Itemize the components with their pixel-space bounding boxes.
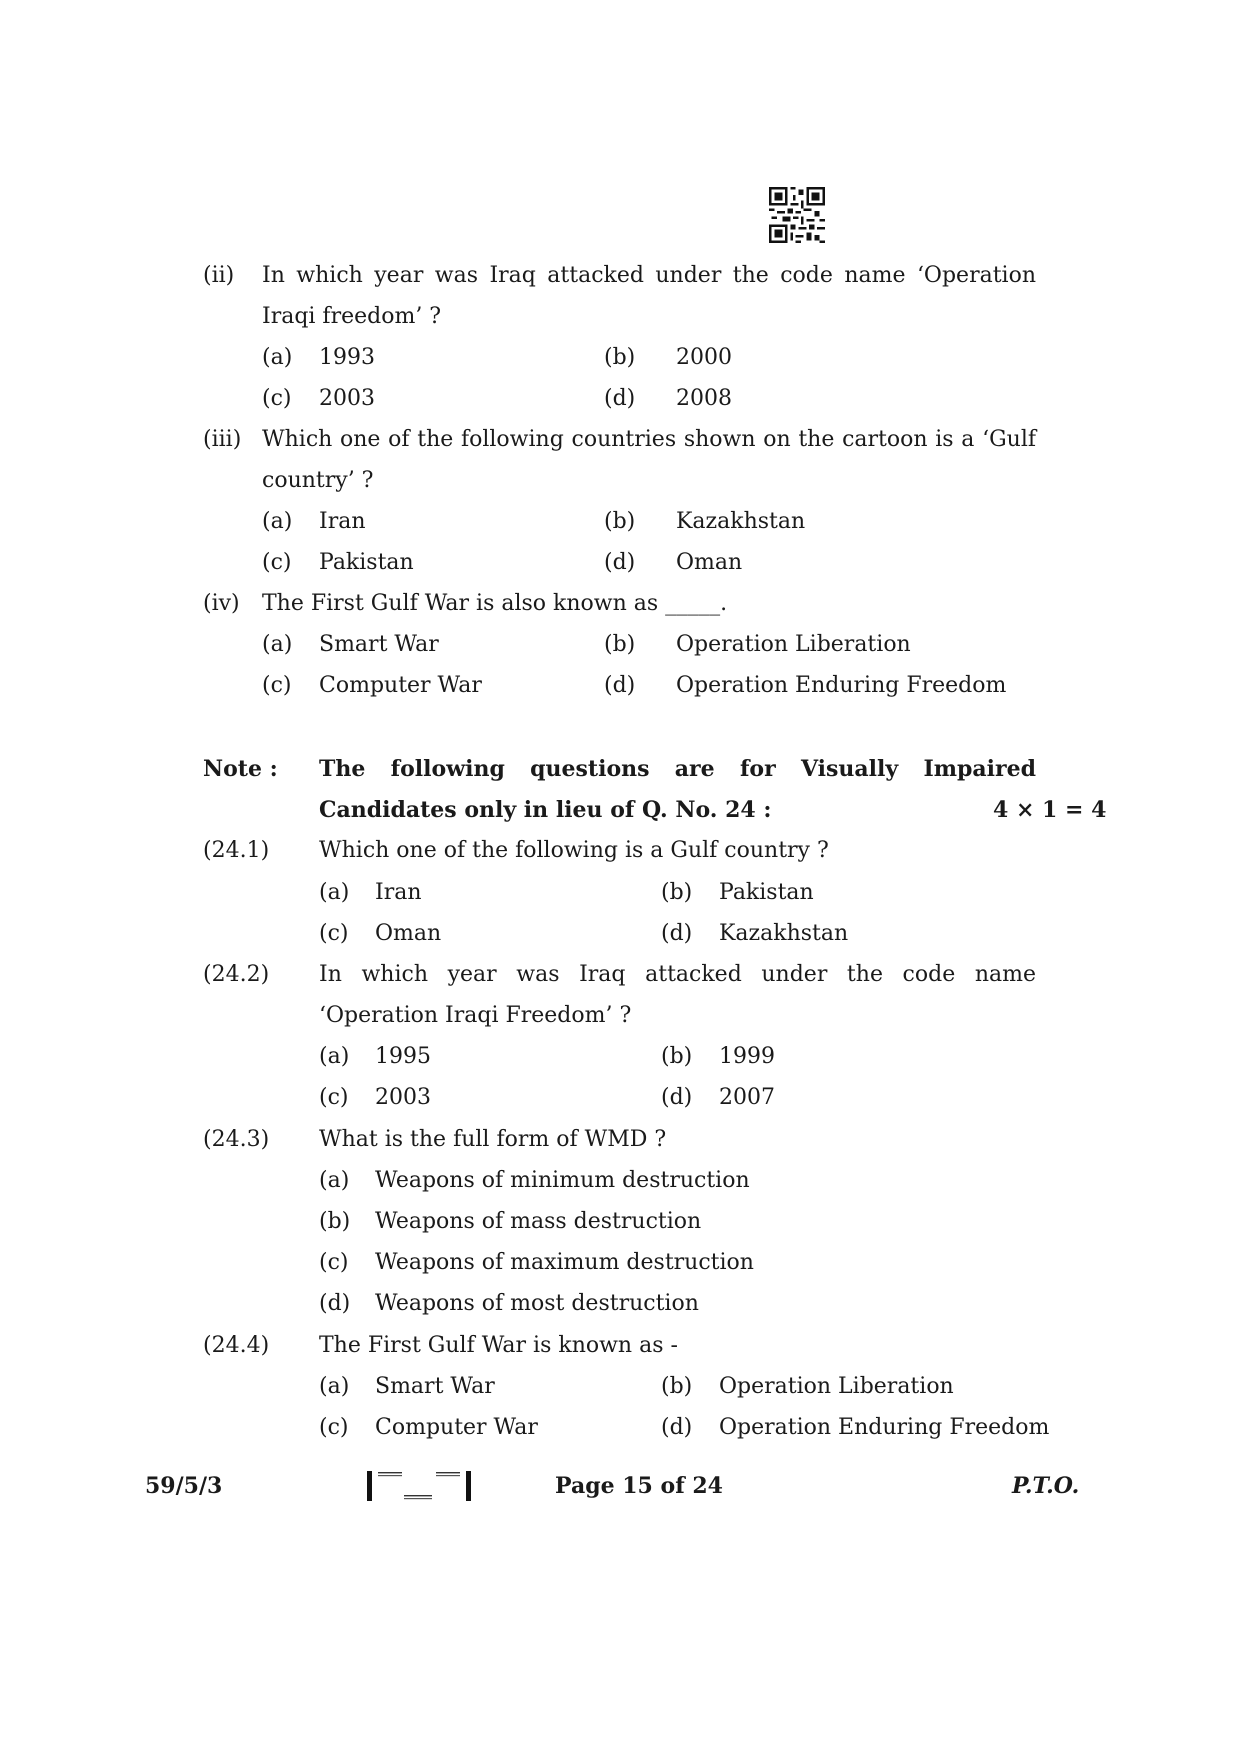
option-text: Weapons of minimum destruction [375, 1168, 750, 1193]
question-number: (iii) [203, 427, 242, 452]
option-key: (b) [661, 880, 693, 905]
option-key: (d) [661, 1415, 693, 1440]
option-key: (b) [604, 345, 636, 370]
question-text: The First Gulf War is known as - [319, 1333, 678, 1358]
question-text: Iraqi freedom’ ? [262, 304, 442, 329]
option-key: (c) [319, 1085, 349, 1110]
option-key: (a) [262, 632, 293, 657]
question-text: What is the full form of WMD ? [319, 1127, 667, 1152]
question-text: In which year was Iraq attacked under the code name ‘Operation [262, 263, 1036, 288]
option-key: (b) [661, 1044, 693, 1069]
option-text: Operation Enduring Freedom [676, 673, 1007, 698]
option-text: Oman [375, 921, 442, 946]
option-text: 1999 [719, 1044, 775, 1069]
option-text: Weapons of maximum destruction [375, 1250, 754, 1275]
option-text: 2003 [375, 1085, 431, 1110]
option-text: 1995 [375, 1044, 431, 1069]
option-text: Pakistan [719, 880, 814, 905]
option-text: Oman [676, 550, 743, 575]
question-text: In which year was Iraq attacked under the code name [319, 962, 1036, 987]
option-key: (d) [604, 550, 636, 575]
option-text: Weapons of most destruction [375, 1291, 699, 1316]
question-number: (24.4) [203, 1333, 270, 1358]
marks: 4 × 1 = 4 [993, 797, 1107, 823]
option-key: (a) [319, 1374, 350, 1399]
option-key: (d) [319, 1291, 351, 1316]
page-number: Page 15 of 24 [555, 1473, 723, 1499]
option-key: (d) [604, 386, 636, 411]
option-text: Kazakhstan [676, 509, 806, 534]
note-text: The following questions are for Visually Impaired [319, 756, 1036, 782]
question-number: (24.3) [203, 1127, 270, 1152]
barcode-icon [366, 1470, 472, 1502]
option-text: 2003 [319, 386, 375, 411]
option-key: (b) [604, 509, 636, 534]
option-key: (c) [262, 550, 292, 575]
question-text: ‘Operation Iraqi Freedom’ ? [319, 1003, 632, 1028]
option-key: (a) [262, 345, 293, 370]
option-text: Smart War [375, 1374, 495, 1399]
option-text: 2000 [676, 345, 732, 370]
option-key: (c) [319, 1250, 349, 1275]
option-text: Pakistan [319, 550, 414, 575]
option-text: Operation Enduring Freedom [719, 1415, 1050, 1440]
option-key: (c) [319, 1415, 349, 1440]
option-key: (c) [319, 921, 349, 946]
option-key: (a) [319, 1168, 350, 1193]
option-key: (a) [319, 880, 350, 905]
option-key: (b) [604, 632, 636, 657]
qr-code-icon [769, 187, 825, 243]
option-key: (d) [661, 1085, 693, 1110]
option-text: Operation Liberation [719, 1374, 954, 1399]
option-key: (a) [262, 509, 293, 534]
option-key: (b) [319, 1209, 351, 1234]
option-key: (d) [661, 921, 693, 946]
question-text: Which one of the following countries shown on the cartoon is a ‘Gulf [262, 427, 1036, 452]
option-text: Iran [319, 509, 366, 534]
note-text: Candidates only in lieu of Q. No. 24 : [319, 797, 772, 823]
option-key: (a) [319, 1044, 350, 1069]
option-text: 2008 [676, 386, 732, 411]
option-key: (d) [604, 673, 636, 698]
option-text: 2007 [719, 1085, 775, 1110]
option-key: (c) [262, 386, 292, 411]
question-text: The First Gulf War is also known as _____. [262, 591, 728, 616]
option-text: Operation Liberation [676, 632, 911, 657]
option-text: Iran [375, 880, 422, 905]
question-number: (24.2) [203, 962, 270, 987]
option-key: (c) [262, 673, 292, 698]
question-number: (ii) [203, 263, 235, 288]
option-text: Kazakhstan [719, 921, 849, 946]
paper-code: 59/5/3 [145, 1473, 223, 1499]
note-label: Note : [203, 756, 278, 782]
option-text: 1993 [319, 345, 375, 370]
option-text: Smart War [319, 632, 439, 657]
pto-label: P.T.O. [1012, 1473, 1080, 1499]
option-key: (b) [661, 1374, 693, 1399]
option-text: Computer War [375, 1415, 538, 1440]
option-text: Weapons of mass destruction [375, 1209, 702, 1234]
question-text: country’ ? [262, 468, 374, 493]
question-number: (iv) [203, 591, 240, 616]
question-number: (24.1) [203, 838, 270, 863]
option-text: Computer War [319, 673, 482, 698]
question-text: Which one of the following is a Gulf country ? [319, 838, 829, 863]
